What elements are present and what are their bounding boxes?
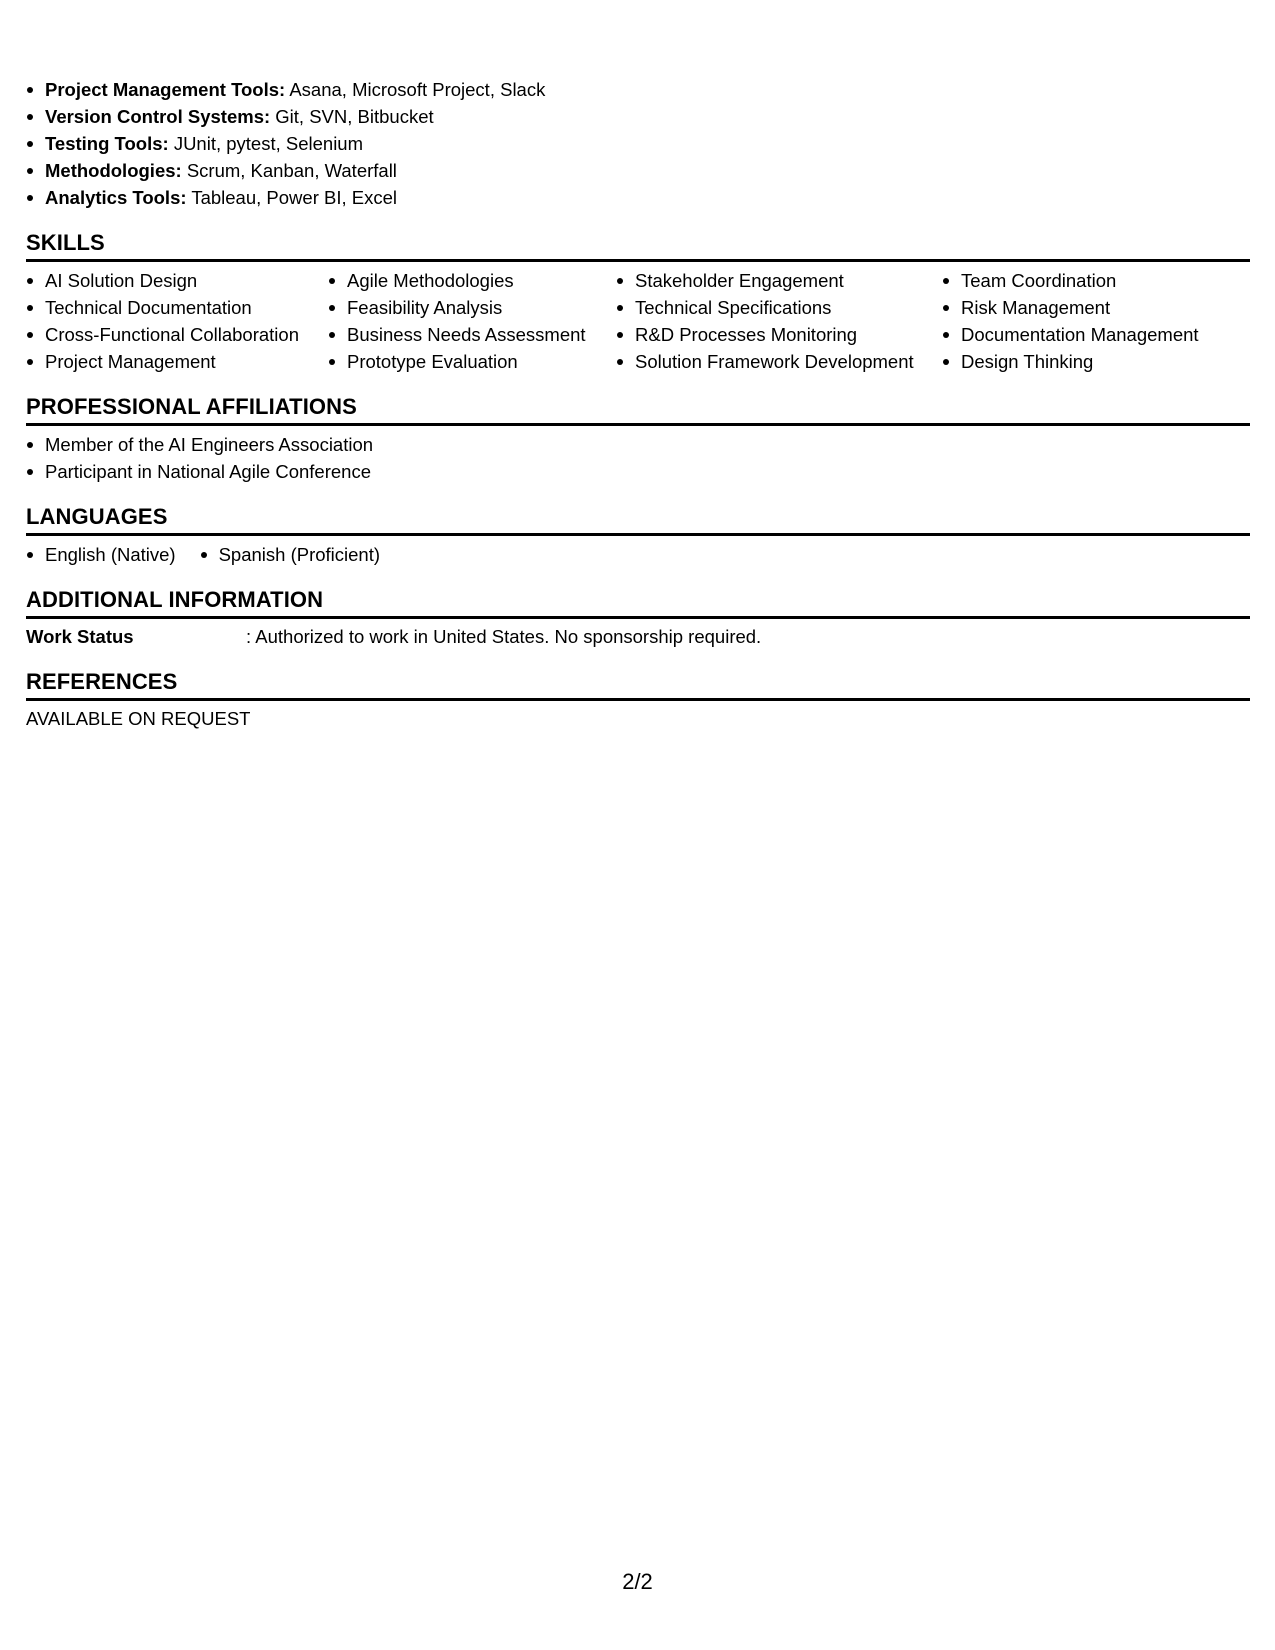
skills-section [26, 231, 1250, 375]
tool-value: Git, SVN, Bitbucket [275, 106, 434, 127]
skills-column [328, 267, 616, 375]
section-title: ADDITIONAL INFORMATION [26, 588, 1250, 619]
skill-item: Documentation Management [942, 321, 1242, 348]
skill-item: Prototype Evaluation [328, 348, 616, 375]
tools-list [26, 76, 1250, 211]
work-status-value: : Authorized to work in United States. No sponsorship required. [246, 626, 762, 647]
languages-section [26, 505, 1250, 568]
list-item [26, 76, 1250, 103]
skill-item: Cross-Functional Collaboration [26, 321, 328, 348]
skill-item: Design Thinking [942, 348, 1242, 375]
languages-list [26, 541, 1250, 568]
references-section [26, 670, 1250, 732]
skill-item: Agile Methodologies [328, 267, 616, 294]
tool-value: Asana, Microsoft Project, Slack [289, 79, 546, 100]
language-item: English (Native) [26, 541, 176, 568]
page-number: 2/2 [622, 1569, 653, 1594]
skill-item: Risk Management [942, 294, 1242, 321]
list-item [26, 130, 1250, 157]
section-title: REFERENCES [26, 670, 1250, 701]
work-status-row [26, 624, 1250, 650]
affiliations-section [26, 395, 1250, 485]
skill-item: Feasibility Analysis [328, 294, 616, 321]
skill-item: R&D Processes Monitoring [616, 321, 942, 348]
list-item: Member of the AI Engineers Association [26, 431, 1250, 458]
skill-item: Solution Framework Development [616, 348, 942, 375]
work-status-label: Work Status [26, 626, 134, 647]
list-item [26, 103, 1250, 130]
list-item [26, 157, 1250, 184]
affiliations-list [26, 431, 1250, 485]
tool-value: Scrum, Kanban, Waterfall [186, 160, 397, 181]
skill-item: Team Coordination [942, 267, 1242, 294]
skills-column [942, 267, 1242, 375]
tool-label: Analytics Tools: [45, 187, 187, 208]
tool-label: Testing Tools: [45, 133, 169, 154]
tool-value: Tableau, Power BI, Excel [191, 187, 397, 208]
tool-value: JUnit, pytest, Selenium [173, 133, 364, 154]
skill-item: Business Needs Assessment [328, 321, 616, 348]
skill-item: Technical Documentation [26, 294, 328, 321]
section-title: PROFESSIONAL AFFILIATIONS [26, 395, 1250, 426]
list-item [26, 184, 1250, 211]
list-item: Participant in National Agile Conference [26, 458, 1250, 485]
section-title: LANGUAGES [26, 505, 1250, 536]
skill-item: AI Solution Design [26, 267, 328, 294]
language-item: Spanish (Proficient) [200, 541, 380, 568]
skills-column [26, 267, 328, 375]
skills-column [616, 267, 942, 375]
skills-grid [26, 267, 1250, 375]
skill-item: Project Management [26, 348, 328, 375]
section-title: SKILLS [26, 231, 1250, 262]
tool-label: Version Control Systems: [45, 106, 271, 127]
tool-label: Methodologies: [45, 160, 182, 181]
references-text: AVAILABLE ON REQUEST [26, 708, 251, 729]
resume-page [26, 76, 1250, 732]
skill-item: Technical Specifications [616, 294, 942, 321]
additional-info-section [26, 588, 1250, 650]
tool-label: Project Management Tools: [45, 79, 286, 100]
skill-item: Stakeholder Engagement [616, 267, 942, 294]
